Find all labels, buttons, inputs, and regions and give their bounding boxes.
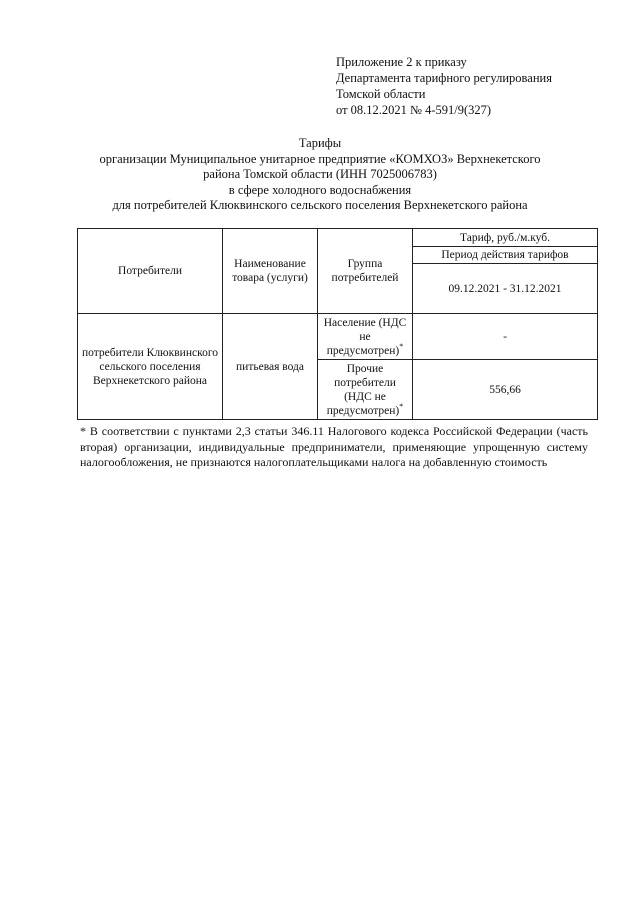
appendix-line: от 08.12.2021 № 4-591/9(327) — [336, 103, 492, 117]
appendix-header — [336, 54, 552, 118]
header-group: Группа потребителей — [318, 229, 413, 314]
footnote-mark: * — [399, 341, 404, 351]
title-line: организации Муниципальное унитарное предприятие «КОМХОЗ» Верхнекетского — [99, 151, 541, 166]
header-product: Наименование товара (услуги) — [223, 229, 318, 314]
cell-value-other: 556,66 — [413, 360, 598, 420]
footnote-mark: * — [399, 401, 404, 411]
header-tariff: Тариф, руб./м.куб. — [413, 229, 598, 247]
cell-consumer: потребители Клюквинского сельского поселения Верхнекетского района — [78, 314, 223, 420]
group-name: Население (НДС не предусмотрен) — [323, 316, 407, 357]
appendix-line: Департамента тарифного регулирования — [336, 71, 552, 85]
header-period: Период действия тарифов — [413, 247, 598, 264]
document-title — [60, 136, 580, 214]
title-line: района Томской области (ИНН 7025006783) — [203, 167, 437, 181]
title-line: Тарифы — [298, 136, 342, 150]
appendix-line: Томской области — [336, 87, 426, 101]
header-period-range: 09.12.2021 - 31.12.2021 — [413, 264, 598, 314]
appendix-line: Приложение 2 к приказу — [336, 55, 467, 69]
cell-group-other — [318, 360, 413, 420]
footnote: * В соответствии с пунктами 2,3 статьи 346.11 Налогового кодекса Российской Федерации (часть вторая) организации, индивидуальные предприниматели, применяющие упрощенную систему налогообложения, не признаются налогоплательщиками налога на добавленную стоимость — [80, 424, 588, 469]
cell-product: питьевая вода — [223, 314, 318, 420]
tariff-table — [77, 228, 598, 420]
title-line: в сфере холодного водоснабжения — [228, 182, 412, 197]
cell-value-population: - — [413, 314, 598, 360]
group-name: Прочие потребители (НДС не предусмотрен) — [326, 362, 400, 417]
title-line: для потребителей Клюквинского сельского поселения Верхнекетского района — [112, 198, 528, 212]
header-consumers: Потребители — [78, 229, 223, 314]
cell-group-population — [318, 314, 413, 360]
